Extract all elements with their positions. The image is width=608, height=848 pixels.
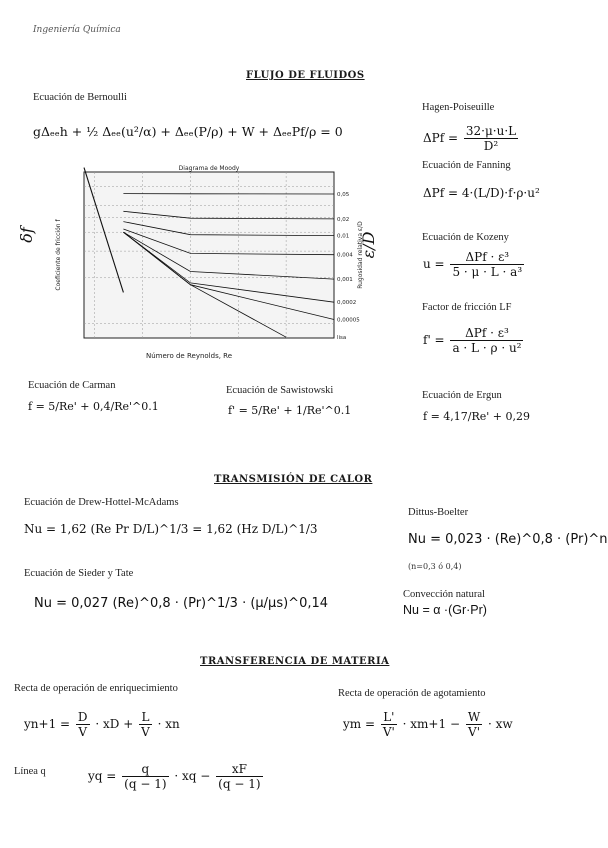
moody-side-label-left: δf xyxy=(17,227,36,243)
carman-label: Ecuación de Carman xyxy=(28,380,116,391)
sawistowski-label: Ecuación de Sawistowski xyxy=(226,385,334,396)
section-title-heat: TRANSMISIÓN DE CALOR xyxy=(214,474,373,485)
hagen-denominator: D² xyxy=(483,139,499,153)
strip-t1-den: V' xyxy=(382,725,395,739)
hagen-poiseuille-equation xyxy=(423,124,520,153)
stripping-line-equation xyxy=(343,710,513,739)
lf-denominator: a · L · ρ · u² xyxy=(452,341,522,355)
moody-roughness-label: 0,00005 xyxy=(337,317,360,324)
drew-hottel-equation: Nu = 1,62 (Re Pr D/L)^1/3 = 1,62 (Hz D/L)^1/3 xyxy=(24,522,318,536)
qline-lhs: yq = xyxy=(88,769,117,783)
strip-t2-num: W xyxy=(467,710,481,724)
kozeny-lhs: u = xyxy=(423,257,445,271)
sieder-tate-label: Ecuación de Sieder y Tate xyxy=(24,568,134,579)
enrichment-line-equation xyxy=(24,710,180,739)
lf-numerator: ΔPf · ε³ xyxy=(450,326,523,341)
natural-convection-label: Convección natural xyxy=(403,589,485,600)
enrich-t1-num: D xyxy=(77,710,88,724)
q-line-label: Línea q xyxy=(14,766,46,777)
fanning-equation: ΔPf = 4·(L/D)·f·ρ·u² xyxy=(423,186,540,200)
drew-hottel-label: Ecuación de Drew-Hottel-McAdams xyxy=(24,497,179,508)
moody-roughness-label: lisa xyxy=(337,335,347,342)
moody-roughness-label: 0,0002 xyxy=(337,300,357,307)
moody-plot-frame xyxy=(84,172,334,338)
enrich-t2-num: L xyxy=(139,710,152,725)
strip-t2-x: · xw xyxy=(488,717,513,731)
kozeny-equation xyxy=(423,250,526,279)
strip-lhs: ym = xyxy=(343,717,376,731)
q-line-equation xyxy=(88,762,265,791)
qline-minus: − xyxy=(200,769,211,783)
qline-t1-den: (q − 1) xyxy=(124,777,167,791)
moody-roughness-label: 0,05 xyxy=(337,191,350,198)
qline-t2-den: (q − 1) xyxy=(218,777,261,791)
moody-y-axis-label: Coeficiente de fricción f xyxy=(55,219,62,291)
natural-convection-equation: Nu = α ·(Gr·Pr) xyxy=(403,603,487,617)
enrich-plus: + xyxy=(123,717,134,731)
ergun-equation: f = 4,17/Re' + 0,29 xyxy=(423,410,530,423)
enrich-t2-x: · xn xyxy=(157,717,180,731)
section-title-mass: TRANSFERENCIA DE MATERIA xyxy=(200,656,390,667)
moody-chart-title: Diagrama de Moody xyxy=(178,165,240,172)
moody-roughness-label: 0,02 xyxy=(337,216,350,223)
moody-y-axis-label-right: Rugosidad relativa ε/D xyxy=(357,221,364,289)
lf-factor-label: Factor de fricción LF xyxy=(422,302,512,313)
qline-t2-num: xF xyxy=(216,762,262,777)
enrich-t2-den: V xyxy=(141,725,150,739)
strip-t1-x: · xm+1 xyxy=(402,717,447,731)
sieder-tate-equation: Nu = 0,027 (Re)^0,8 · (Pr)^1/3 · (μ/μs)^0,14 xyxy=(34,596,329,611)
sawistowski-equation: f' = 5/Re' + 1/Re'^0.1 xyxy=(228,404,352,417)
kozeny-label: Ecuación de Kozeny xyxy=(422,232,509,243)
enrichment-line-label: Recta de operación de enriquecimiento xyxy=(14,683,178,694)
enrich-lhs: yn+1 = xyxy=(24,717,71,731)
hagen-lhs: ΔPf = xyxy=(423,131,459,145)
kozeny-numerator: ΔPf · ε³ xyxy=(450,250,524,265)
fanning-label: Ecuación de Fanning xyxy=(422,160,511,171)
section-title-fluids: FLUJO DE FLUIDOS xyxy=(246,70,365,81)
dittus-boelter-equation: Nu = 0,023 · (Re)^0,8 · (Pr)^n xyxy=(408,532,608,547)
stripping-line-label: Recta de operación de agotamiento xyxy=(338,688,486,699)
hagen-numerator: 32·μ·u·L xyxy=(465,124,517,138)
lf-lhs: f' = xyxy=(423,333,445,347)
hagen-poiseuille-label: Hagen-Poiseuille xyxy=(422,102,495,113)
moody-roughness-label: 0,001 xyxy=(337,277,353,284)
moody-roughness-label: 0,004 xyxy=(337,252,353,259)
moody-roughness-label: 0,01 xyxy=(337,233,350,240)
qline-t1-x: · xq xyxy=(174,769,197,783)
document-header-label: Ingeniería Química xyxy=(33,25,121,35)
strip-minus: − xyxy=(449,717,461,731)
bernoulli-equation: gΔₑₑh + ½ Δₑₑ(u²/α) + Δₑₑ(P/ρ) + W + ΔₑₑPf/ρ = 0 xyxy=(33,124,343,139)
enrich-t1-x: · xD xyxy=(95,717,120,731)
enrich-t1-den: V xyxy=(78,725,88,739)
carman-equation: f = 5/Re' + 0,4/Re'^0.1 xyxy=(28,400,159,413)
dittus-boelter-note: (n=0,3 ó 0,4) xyxy=(408,562,462,571)
moody-side-label-right: ε/D xyxy=(359,231,378,259)
lf-factor-equation xyxy=(423,326,525,355)
strip-t2-den: V' xyxy=(468,725,480,739)
kozeny-denominator: 5 · μ · L · a³ xyxy=(452,265,523,279)
qline-t1-num: q xyxy=(122,762,168,777)
strip-t1-num: L' xyxy=(381,710,397,725)
moody-diagram xyxy=(17,160,382,365)
moody-x-axis-label: Número de Reynolds, Re xyxy=(145,352,233,360)
dittus-boelter-label: Dittus-Boelter xyxy=(408,507,469,518)
bernoulli-label: Ecuación de Bernoulli xyxy=(33,92,127,103)
ergun-label: Ecuación de Ergun xyxy=(422,390,502,401)
